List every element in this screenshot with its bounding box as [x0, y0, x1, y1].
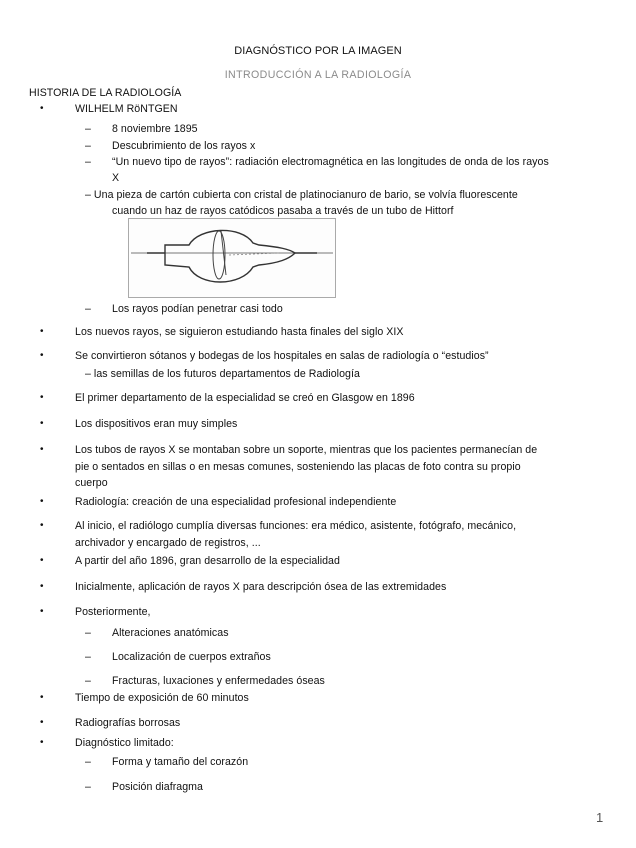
bullet: • [40, 520, 44, 531]
bullet: • [40, 418, 44, 429]
list-item: Los tubos de rayos X se montaban sobre un soporte, mientras que los pacientes permanecían de [75, 444, 538, 456]
bullet: • [40, 581, 44, 592]
list-item: El primer departamento de la especialidad se creó en Glasgow en 1896 [75, 392, 415, 404]
list-item: Los dispositivos eran muy simples [75, 418, 238, 430]
dash: – [85, 781, 91, 793]
sub-list-item-continuation: X [112, 172, 120, 184]
list-item-continuation: cuerpo [75, 477, 108, 489]
sub-list-item-continuation: cuando un haz de rayos catódicos pasaba a través de un tubo de Hittorf [112, 205, 454, 217]
list-item: Radiografías borrosas [75, 717, 181, 729]
sub-list-item: 8 noviembre 1895 [112, 123, 198, 135]
dash: – [85, 156, 91, 168]
bullet: • [40, 103, 44, 114]
list-item: A partir del año 1896, gran desarrollo de la especialidad [75, 555, 340, 567]
list-item: Al inicio, el radiólogo cumplía diversas funciones: era médico, asistente, fotógrafo, mecánico, [75, 520, 517, 532]
section-heading: HISTORIA DE LA RADIOLOGÍA [29, 87, 182, 99]
list-item: Radiología: creación de una especialidad profesional independiente [75, 496, 397, 508]
list-item: Diagnóstico limitado: [75, 737, 174, 749]
sub-list-item: Forma y tamaño del corazón [112, 756, 249, 768]
page-number: 1 [596, 810, 604, 825]
list-item: Tiempo de exposición de 60 minutos [75, 692, 249, 704]
dash: – [85, 651, 91, 663]
sub-list-item: Posición diafragma [112, 781, 203, 793]
dash: – [85, 140, 91, 152]
dash: – [85, 123, 91, 135]
list-item-continuation: pie o sentados en sillas o en mesas comunes, sosteniendo las placas de foto contra su propio [75, 461, 521, 473]
sub-list-item: Localización de cuerpos extraños [112, 651, 271, 663]
sub-list-item: Fracturas, luxaciones y enfermedades óseas [112, 675, 325, 687]
list-item: Los nuevos rayos, se siguieron estudiando hasta finales del siglo XIX [75, 326, 404, 338]
sub-list-item: Alteraciones anatómicas [112, 627, 229, 639]
dash: – [85, 627, 91, 639]
bullet: • [40, 496, 44, 507]
list-item: Se convirtieron sótanos y bodegas de los hospitales en salas de radiología o “estudios” [75, 350, 489, 362]
bullet: • [40, 350, 44, 361]
bullet: • [40, 717, 44, 728]
crookes-tube-drawing [129, 219, 335, 297]
sub-list-item: – las semillas de los futuros departamentos de Radiología [85, 368, 360, 380]
bullet: • [40, 692, 44, 703]
sub-list-item: Descubrimiento de los rayos x [112, 140, 256, 152]
document-subtitle: INTRODUCCIÓN A LA RADIOLOGÍA [224, 69, 412, 81]
crookes-tube-figure [128, 218, 336, 298]
list-item: WILHELM RöNTGEN [75, 103, 178, 115]
document-title: DIAGNÓSTICO POR LA IMAGEN [234, 45, 402, 57]
sub-list-item: Los rayos podían penetrar casi todo [112, 303, 283, 315]
bullet: • [40, 737, 44, 748]
sub-list-item: – Una pieza de cartón cubierta con cristal de platinocianuro de bario, se volvía fluorescente [85, 189, 518, 201]
bullet: • [40, 392, 44, 403]
sub-list-item: “Un nuevo tipo de rayos”: radiación electromagnética en las longitudes de onda de los rayos [112, 156, 549, 168]
list-item: Posteriormente, [75, 606, 151, 618]
list-item: Inicialmente, aplicación de rayos X para descripción ósea de las extremidades [75, 581, 447, 593]
bullet: • [40, 444, 44, 455]
bullet: • [40, 555, 44, 566]
bullet: • [40, 606, 44, 617]
dash: – [85, 756, 91, 768]
dash: – [85, 675, 91, 687]
bullet: • [40, 326, 44, 337]
dash: – [85, 303, 91, 315]
list-item-continuation: archivador y encargado de registros, ... [75, 537, 261, 549]
